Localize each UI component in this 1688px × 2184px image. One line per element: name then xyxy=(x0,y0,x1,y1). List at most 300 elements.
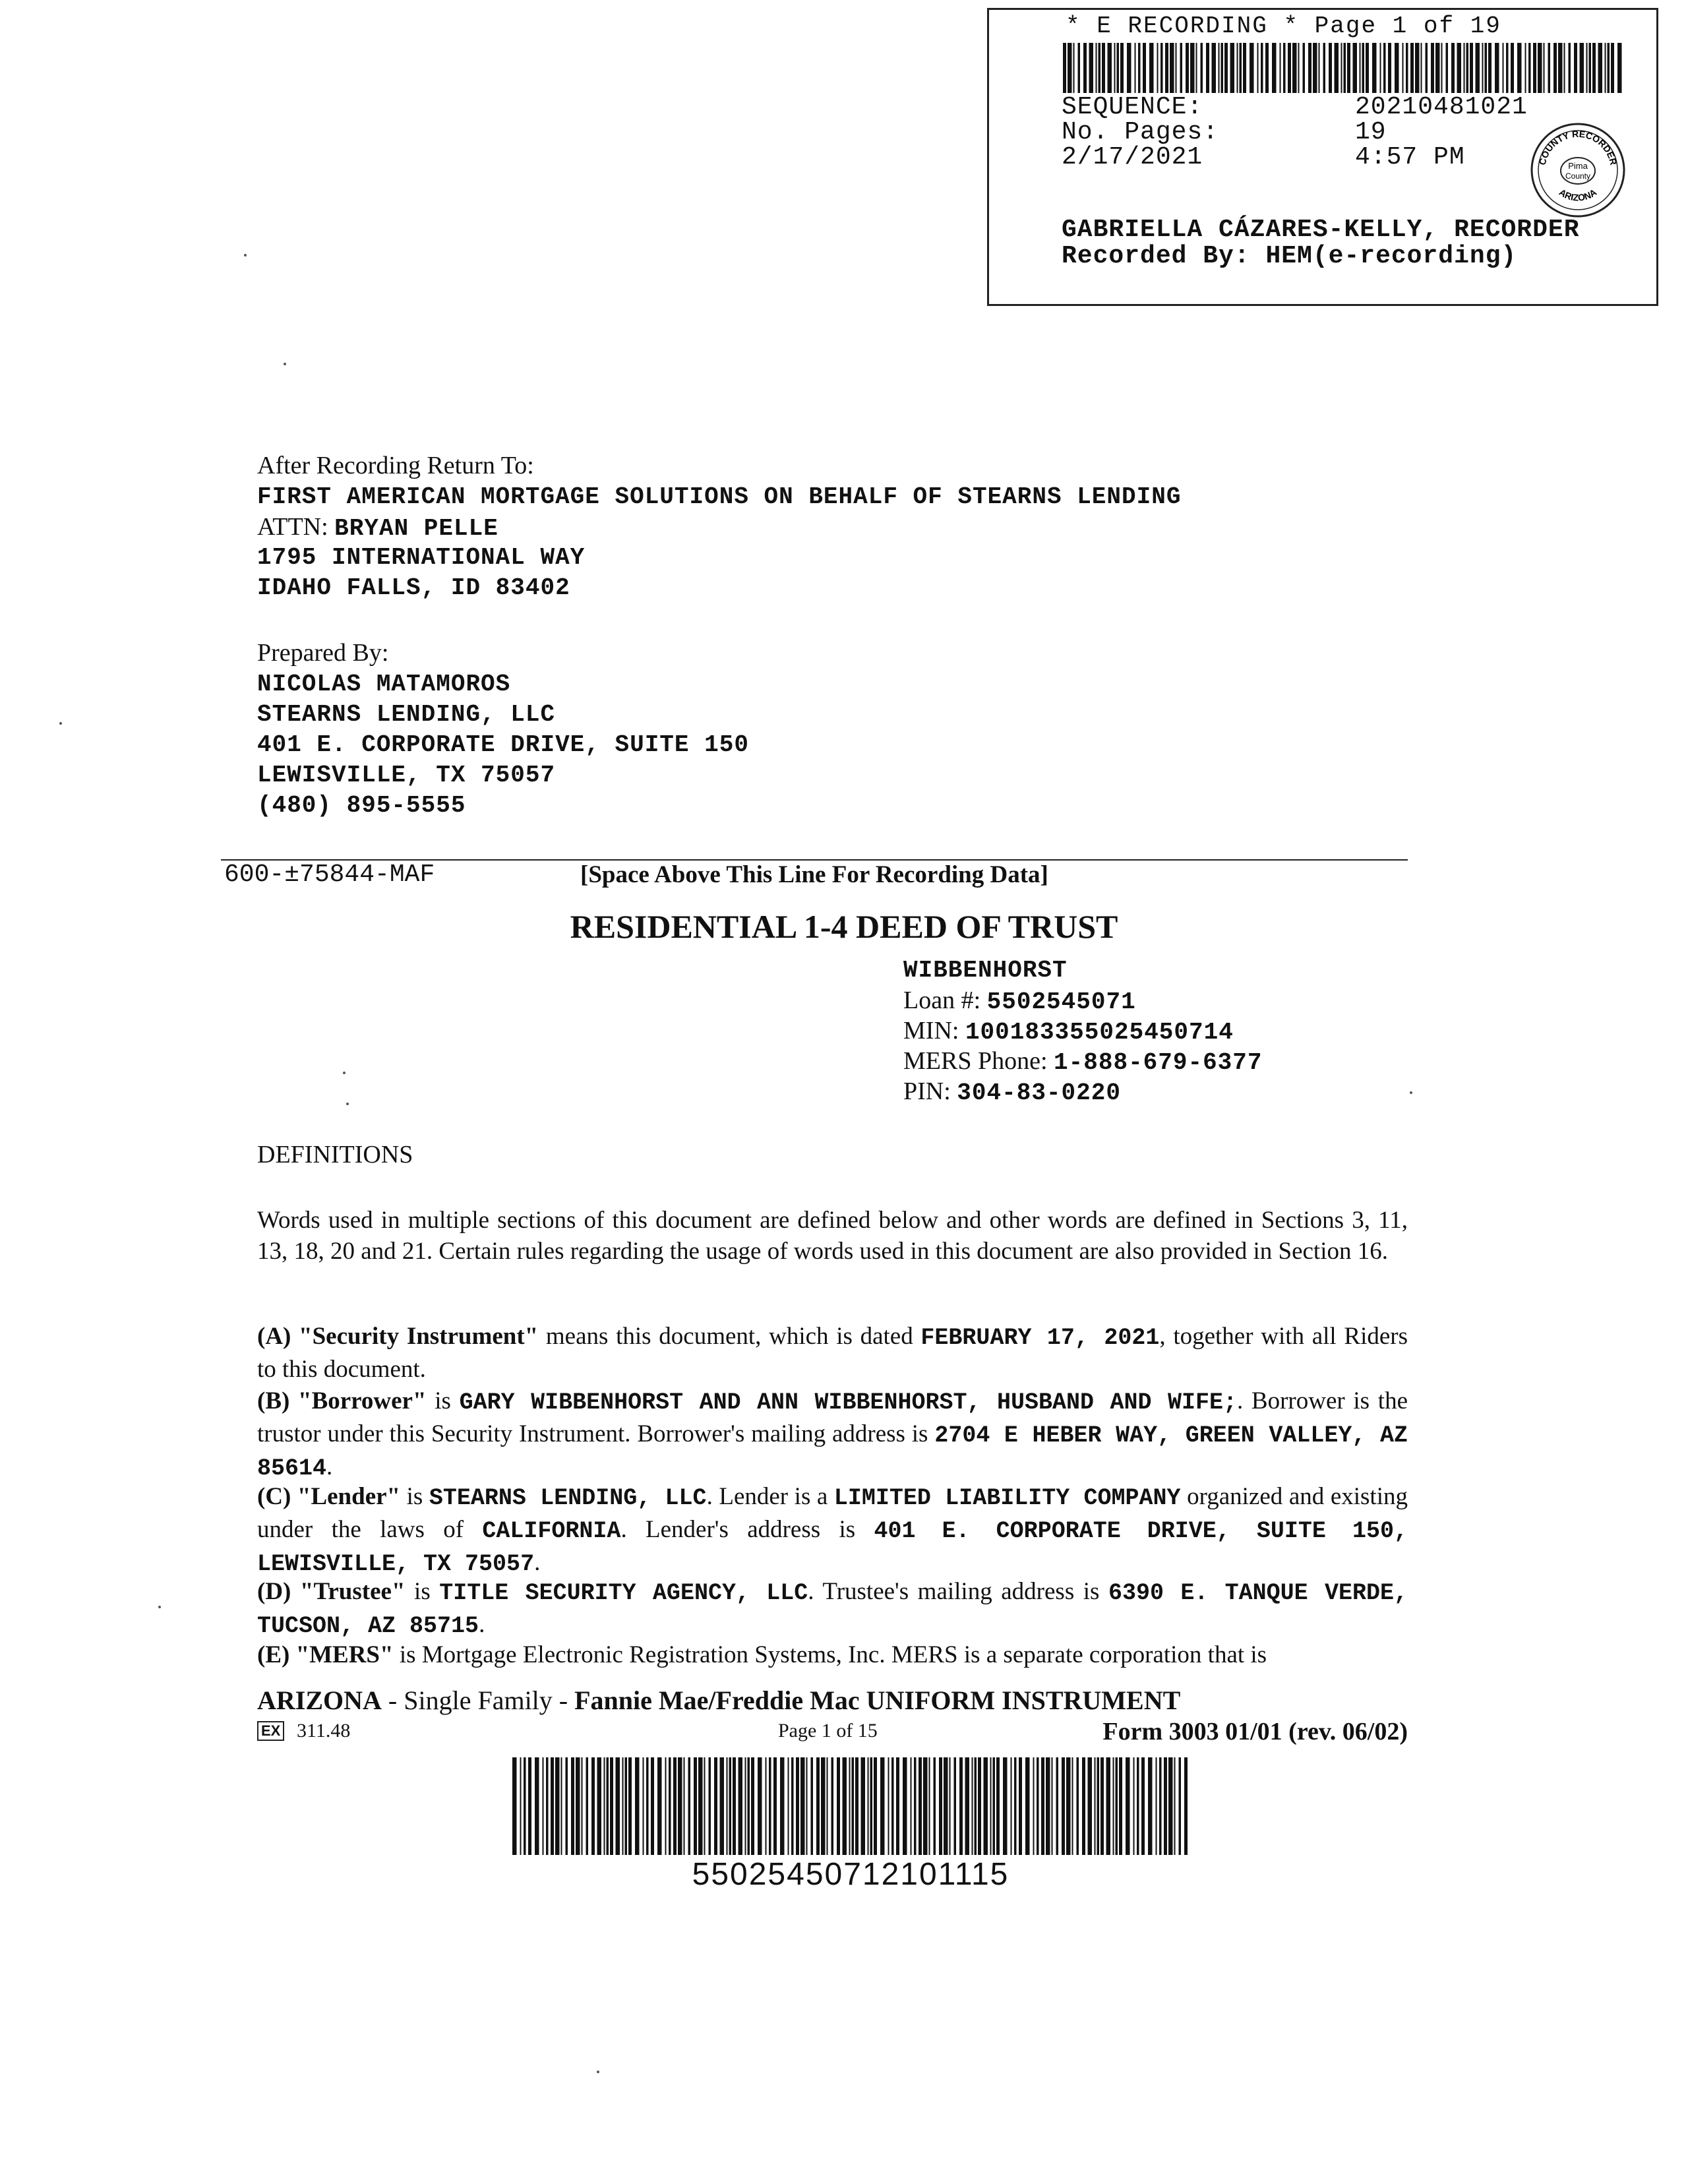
lender-entity-type: LIMITED LIABILITY COMPANY xyxy=(833,1485,1181,1511)
barcode-bar xyxy=(1372,43,1377,93)
recorded-by: Recorded By: HEM(e-recording) xyxy=(1062,242,1517,270)
barcode-bar xyxy=(1580,43,1584,93)
barcode-bar xyxy=(1176,43,1177,93)
barcode-bar xyxy=(625,1757,628,1855)
barcode-bar xyxy=(1341,43,1342,93)
definition-c-text-4: . Lender's address is xyxy=(620,1516,874,1543)
barcode-bar xyxy=(520,1757,522,1855)
barcode-bar xyxy=(990,1757,992,1855)
barcode-bar xyxy=(714,1757,717,1855)
definition-e-term: (E) "MERS" xyxy=(257,1641,394,1668)
barcode-bar xyxy=(1119,1757,1122,1855)
mers-phone-value: 1-888-679-6377 xyxy=(1054,1049,1263,1076)
barcode-bar xyxy=(1113,1757,1114,1855)
sequence-label: SEQUENCE: xyxy=(1062,93,1203,121)
barcode-bar xyxy=(1219,43,1220,93)
barcode-bar xyxy=(1056,1757,1059,1855)
definition-a xyxy=(257,1321,1408,1385)
return-to-label: After Recording Return To: xyxy=(257,452,534,479)
barcode-bar xyxy=(1100,1757,1104,1855)
definition-c xyxy=(257,1481,1408,1580)
barcode-bar xyxy=(1174,1757,1176,1855)
barcode-bar xyxy=(1426,43,1428,93)
definition-e-text-1: is Mortgage Electronic Registration Systems, Inc. MERS is a separate corporation that is xyxy=(393,1641,1267,1668)
definition-d xyxy=(257,1576,1408,1642)
definition-b-term: (B) "Borrower" xyxy=(257,1387,427,1414)
barcode-bar xyxy=(1617,43,1622,93)
barcode-bar xyxy=(665,1757,667,1855)
barcode-bar xyxy=(1470,43,1473,93)
barcode-bar xyxy=(1078,43,1081,93)
barcode-bar xyxy=(576,1757,580,1855)
barcode-bar xyxy=(1083,43,1087,93)
scan-speck xyxy=(284,363,286,365)
barcode-bar xyxy=(1383,43,1386,93)
barcode-bar xyxy=(1240,43,1242,93)
barcode-bar xyxy=(1506,43,1509,93)
barcode-bar xyxy=(1482,43,1484,93)
barcode-bar xyxy=(1265,43,1269,93)
barcode-bar xyxy=(1319,43,1320,93)
barcode-bar xyxy=(796,1757,799,1855)
pin-label: PIN: xyxy=(903,1077,951,1105)
barcode-bar xyxy=(1569,43,1571,93)
loan-barcode xyxy=(511,1757,1190,1855)
barcode-bar xyxy=(1025,1757,1030,1855)
footer-page-number: Page 1 of 15 xyxy=(778,1720,878,1742)
barcode-bar xyxy=(1360,43,1361,93)
barcode-bar xyxy=(1415,43,1420,93)
borrower-names: GARY WIBBENHORST AND ANN WIBBENHORST, HUSBAND AND WIFE; xyxy=(459,1389,1237,1416)
barcode-bar xyxy=(934,1757,936,1855)
barcode-bar xyxy=(1097,1757,1100,1855)
barcode-bar xyxy=(651,1757,654,1855)
min-value: 100183355025450714 xyxy=(965,1019,1234,1046)
barcode-bar xyxy=(643,1757,644,1855)
barcode-bar xyxy=(959,1757,963,1855)
barcode-bar xyxy=(1149,43,1154,93)
barcode-bar xyxy=(861,1757,866,1855)
barcode-bar xyxy=(880,1757,885,1855)
scan-speck xyxy=(1410,1091,1412,1094)
scan-speck xyxy=(597,2071,599,2073)
prepared-by-label: Prepared By: xyxy=(257,639,389,667)
svg-text:Pima: Pima xyxy=(1568,161,1588,171)
barcode-bar xyxy=(745,1757,746,1855)
barcode-bar xyxy=(729,1757,732,1855)
barcode-bar xyxy=(1598,43,1603,93)
barcode-bar xyxy=(1250,43,1254,93)
barcode-bar xyxy=(610,1757,613,1855)
barcode-bar xyxy=(1120,43,1124,93)
barcode-bar xyxy=(1160,43,1163,93)
barcode-bar xyxy=(1446,43,1449,93)
barcode-bar xyxy=(837,1757,840,1855)
barcode-bar xyxy=(1170,43,1174,93)
barcode-bar xyxy=(811,1757,814,1855)
definition-c-term: (C) "Lender" xyxy=(257,1483,401,1510)
barcode-bar xyxy=(780,1757,785,1855)
space-above-line: [Space Above This Line For Recording Data] xyxy=(580,861,1048,888)
scan-speck xyxy=(343,1072,346,1074)
barcode-bar xyxy=(1586,43,1588,93)
recorder-name: GABRIELLA CÁZARES-KELLY, RECORDER xyxy=(1062,216,1580,244)
barcode-bar xyxy=(1126,1757,1130,1855)
barcode-bar xyxy=(1230,43,1235,93)
svg-text:County: County xyxy=(1565,171,1591,181)
return-to-line-4: IDAHO FALLS, ID 83402 xyxy=(257,574,570,601)
barcode-bar xyxy=(1323,43,1326,93)
definition-c-text-1: is xyxy=(400,1483,429,1510)
barcode-bar xyxy=(698,1757,703,1855)
barcode-bar xyxy=(1180,43,1183,93)
barcode-bar xyxy=(1072,1757,1073,1855)
definition-c-text-5: . xyxy=(534,1549,541,1576)
barcode-bar xyxy=(888,1757,889,1855)
barcode-bar xyxy=(1133,1757,1135,1855)
barcode-bar xyxy=(1089,43,1094,93)
barcode-bar xyxy=(1362,43,1365,93)
barcode-bar xyxy=(874,1757,877,1855)
barcode-bar xyxy=(1135,43,1136,93)
barcode-bar xyxy=(1037,1757,1039,1855)
barcode-bar xyxy=(1538,43,1542,93)
mers-phone xyxy=(903,1046,1263,1078)
barcode-bar xyxy=(984,1757,988,1855)
barcode-bar xyxy=(1495,43,1499,93)
barcode-bar xyxy=(646,1757,649,1855)
barcode-bar xyxy=(1257,43,1259,93)
barcode-bar xyxy=(1137,1757,1139,1855)
barcode-bar xyxy=(571,1757,574,1855)
barcode-bar xyxy=(1127,43,1131,93)
barcode-bar xyxy=(965,1757,970,1855)
definition-c-text-3: organized and existing under the laws of xyxy=(257,1483,1408,1543)
barcode-bar xyxy=(1237,43,1238,93)
barcode-bar xyxy=(855,1757,859,1855)
barcode-bar xyxy=(1062,1757,1065,1855)
barcode-bar xyxy=(1224,43,1228,93)
barcode-bar xyxy=(512,1757,517,1855)
barcode-bar xyxy=(738,1757,743,1855)
document-title: RESIDENTIAL 1-4 DEED OF TRUST xyxy=(570,908,1118,945)
barcode-bar xyxy=(604,1757,605,1855)
barcode-bar xyxy=(1184,1757,1188,1855)
barcode-bar xyxy=(1003,1757,1008,1855)
barcode-bar xyxy=(766,1757,767,1855)
barcode-bar xyxy=(1283,43,1286,93)
barcode-bar xyxy=(1206,43,1209,93)
barcode-bar xyxy=(607,1757,609,1855)
barcode-bar xyxy=(954,1757,957,1855)
scan-speck xyxy=(158,1606,161,1608)
barcode-bar xyxy=(546,1757,549,1855)
barcode-bar xyxy=(993,1757,996,1855)
barcode-bar xyxy=(929,1757,930,1855)
barcode-bar xyxy=(1082,1757,1085,1855)
barcode-bar xyxy=(1329,43,1332,93)
sequence-value: 20210481021 xyxy=(1355,93,1528,121)
barcode-bar xyxy=(1421,43,1422,93)
footer-form-name: Fannie Mae/Freddie Mac UNIFORM INSTRUMENT xyxy=(574,1685,1181,1715)
barcode-bar xyxy=(1611,43,1614,93)
barcode-bar xyxy=(1525,43,1526,93)
barcode-bar xyxy=(1589,43,1592,93)
loan-number-value: 5502545071 xyxy=(986,988,1136,1016)
definitions-intro: Words used in multiple sections of this document are defined below and other words are defined in Sections 3, 11, 13, 18, 20 and 21. Certain rules regarding the usage of words used in this document are also provided in Section 16. xyxy=(257,1207,1408,1265)
barcode-bar xyxy=(1395,43,1399,93)
barcode-bar xyxy=(1041,1757,1044,1855)
barcode-bar xyxy=(1488,43,1492,93)
barcode-bar xyxy=(709,1757,711,1855)
barcode-bar xyxy=(704,1757,706,1855)
barcode-bar xyxy=(1533,43,1536,93)
file-number: 600-±75844-MAF xyxy=(224,861,435,889)
barcode-bar xyxy=(1574,43,1577,93)
barcode-bar xyxy=(1406,43,1408,93)
lender-address: 401 E. CORPORATE DRIVE, SUITE 150, LEWISVILLE, TX 75057 xyxy=(257,1518,1408,1577)
min-number xyxy=(903,1016,1234,1048)
barcode-bar xyxy=(688,1757,691,1855)
barcode-bar xyxy=(849,1757,851,1855)
pin-number xyxy=(903,1076,1121,1108)
barcode-bar xyxy=(678,1757,682,1855)
lender-name: STEARNS LENDING, LLC xyxy=(429,1485,707,1511)
barcode-bar xyxy=(868,1757,869,1855)
barcode-bar xyxy=(751,1757,754,1855)
barcode-bar xyxy=(1548,43,1551,93)
barcode-bar xyxy=(1435,43,1440,93)
barcode-bar xyxy=(1088,1757,1093,1855)
barcode-bar xyxy=(1344,43,1346,93)
barcode-bar xyxy=(635,1757,640,1855)
definition-a-text-1: means this document, which is dated xyxy=(538,1323,921,1350)
prepared-by-line-1: NICOLAS MATAMOROS xyxy=(257,671,511,698)
footer-form-number: Form 3003 01/01 (rev. 06/02) xyxy=(1102,1718,1408,1745)
barcode-bar xyxy=(1096,43,1097,93)
definition-d-text-2: . Trustee's mailing address is xyxy=(808,1578,1109,1605)
definition-b-text-3: . xyxy=(326,1453,333,1480)
barcode-bar xyxy=(1243,43,1246,93)
barcode-bar xyxy=(1388,43,1391,93)
barcode-bar xyxy=(1011,1757,1012,1855)
barcode-bar xyxy=(1288,43,1291,93)
barcode-bar xyxy=(1457,43,1462,93)
barcode-bar xyxy=(911,1757,912,1855)
barcode-bar xyxy=(622,1757,624,1855)
barcode-bar xyxy=(1212,43,1217,93)
barcode-bar xyxy=(1201,43,1203,93)
barcode-bar xyxy=(1052,1757,1053,1855)
barcode-bar xyxy=(1117,43,1120,93)
barcode-bar xyxy=(1108,43,1112,93)
barcode-bar xyxy=(528,1757,531,1855)
barcode-bar xyxy=(870,1757,873,1855)
definition-b-text-2: . Borrower is the trustor under this Security Instrument. Borrower's mailing address is xyxy=(257,1387,1408,1447)
barcode-bar xyxy=(1558,43,1563,93)
barcode-bar xyxy=(684,1757,685,1855)
barcode-bar xyxy=(1605,43,1606,93)
definition-d-text-3: . xyxy=(479,1611,485,1638)
barcode-bar xyxy=(1148,1757,1153,1855)
barcode-bar xyxy=(1553,43,1557,93)
trustee-name: TITLE SECURITY AGENCY, LLC xyxy=(439,1580,808,1606)
barcode-bar xyxy=(1464,43,1465,93)
scan-speck xyxy=(244,254,247,257)
footer-code: 311.48 xyxy=(297,1720,351,1742)
barcode-bar xyxy=(1347,43,1350,93)
barcode-bar xyxy=(773,1757,777,1855)
barcode-bar xyxy=(1272,43,1277,93)
barcode-bar xyxy=(1503,43,1504,93)
borrower-address: 2704 E HEBER WAY, GREEN VALLEY, AZ 85614 xyxy=(257,1422,1408,1482)
barcode-bar xyxy=(582,1757,583,1855)
barcode-bar xyxy=(1261,43,1263,93)
definition-a-text-2: , together with all Riders to this document. xyxy=(257,1323,1408,1383)
min-label: MIN: xyxy=(903,1017,959,1045)
barcode-bar xyxy=(950,1757,951,1855)
barcode-bar xyxy=(720,1757,725,1855)
barcode-bar xyxy=(978,1757,981,1855)
barcode-bar xyxy=(535,1757,539,1855)
barcode-bar xyxy=(1592,43,1596,93)
barcode-bar xyxy=(1292,43,1297,93)
barcode-bar xyxy=(944,1757,948,1855)
barcode-bar xyxy=(975,1757,977,1855)
barcode-bar xyxy=(1179,1757,1182,1855)
trustee-address-1: 6390 E. TANQUE xyxy=(1108,1580,1308,1606)
barcode-bar xyxy=(1099,43,1101,93)
barcode-bar xyxy=(1190,43,1195,93)
barcode-bar xyxy=(769,1757,771,1855)
svg-text:COUNTY RECORDER: COUNTY RECORDER xyxy=(1536,128,1619,166)
barcode-bar xyxy=(591,1757,595,1855)
barcode-bar xyxy=(669,1757,671,1855)
barcode-bar xyxy=(1544,43,1545,93)
definition-a-term: (A) "Security Instrument" xyxy=(257,1323,539,1350)
barcode-bar xyxy=(996,1757,1000,1855)
barcode-bar xyxy=(1564,43,1565,93)
return-to-attn xyxy=(257,512,498,544)
recorded-time: 4:57 PM xyxy=(1355,143,1465,171)
barcode-bar xyxy=(597,1757,602,1855)
definition-b xyxy=(257,1385,1408,1484)
barcode-bar xyxy=(1313,43,1317,93)
footer-state: ARIZONA xyxy=(257,1685,382,1715)
return-to-line-1: FIRST AMERICAN MORTGAGE SOLUTIONS ON BEHALF OF STEARNS LENDING xyxy=(257,483,1182,510)
mers-phone-label: MERS Phone: xyxy=(903,1047,1048,1075)
barcode-bar xyxy=(821,1757,826,1855)
definition-b-text-1: is xyxy=(426,1387,460,1414)
attn-label: ATTN: xyxy=(257,513,328,541)
barcode-bar xyxy=(1141,1757,1145,1855)
barcode-bar xyxy=(1073,43,1075,93)
barcode-bar xyxy=(1116,1757,1118,1855)
loan-number xyxy=(903,985,1136,1017)
barcode-bar xyxy=(1168,1757,1173,1855)
barcode-bar xyxy=(1303,43,1306,93)
barcode-bar xyxy=(561,1757,562,1855)
barcode-bar xyxy=(831,1757,834,1855)
barcode-bar xyxy=(852,1757,855,1855)
barcode-bar xyxy=(628,1757,632,1855)
definition-d-term: (D) "Trustee" xyxy=(257,1578,406,1605)
barcode-bar xyxy=(1186,43,1189,93)
barcode-bar xyxy=(657,1757,662,1855)
pages-label: No. Pages: xyxy=(1062,118,1219,146)
barcode-bar xyxy=(1019,1757,1022,1855)
barcode-bar xyxy=(1138,43,1141,93)
barcode-bar xyxy=(727,1757,728,1855)
barcode-bar xyxy=(586,1757,589,1855)
trustee-address-2: VERDE, TUCSON, AZ 85715 xyxy=(257,1580,1408,1639)
barcode-bar xyxy=(923,1757,928,1855)
barcode-bar xyxy=(816,1757,820,1855)
barcode-bar xyxy=(788,1757,789,1855)
pages-value: 19 xyxy=(1355,118,1387,146)
barcode-bar xyxy=(1196,43,1197,93)
scan-speck xyxy=(346,1103,349,1105)
barcode-bar xyxy=(1046,1757,1050,1855)
scan-speck xyxy=(59,722,62,725)
barcode-bar xyxy=(1476,43,1480,93)
return-to-line-3: 1795 INTERNATIONAL WAY xyxy=(257,544,586,571)
barcode-bar xyxy=(1466,43,1469,93)
barcode-bar xyxy=(551,1757,554,1855)
barcode-bar xyxy=(543,1757,544,1855)
barcode-bar xyxy=(1308,43,1311,93)
barcode-bar xyxy=(1066,1757,1071,1855)
barcode-bar xyxy=(1517,43,1522,93)
barcode-bar xyxy=(524,1757,526,1855)
barcode-bar xyxy=(1441,43,1443,93)
barcode-bar xyxy=(1114,43,1116,93)
borrower-short-name: WIBBENHORST xyxy=(903,957,1068,984)
stamp-header: * E RECORDING * Page 1 of 19 xyxy=(1066,13,1501,40)
prepared-by-line-2: STEARNS LENDING, LLC xyxy=(257,701,556,728)
barcode-bar xyxy=(1511,43,1514,93)
barcode-bar xyxy=(972,1757,973,1855)
barcode-bar xyxy=(733,1757,736,1855)
definition-e xyxy=(257,1639,1408,1670)
recorded-date: 2/17/2021 xyxy=(1062,143,1203,171)
barcode-bar xyxy=(1068,43,1072,93)
prepared-by-line-4: LEWISVILLE, TX 75057 xyxy=(257,762,556,789)
svg-text:ARIZONA: ARIZONA xyxy=(1557,187,1599,203)
barcode-bar xyxy=(1380,43,1381,93)
barcode-bar xyxy=(566,1757,568,1855)
barcode-bar xyxy=(748,1757,750,1855)
barcode-bar xyxy=(1298,43,1300,93)
barcode-bar xyxy=(1608,43,1610,93)
barcode-bar xyxy=(1485,43,1488,93)
footer-form-title xyxy=(257,1685,1180,1716)
attn-name: BRYAN PELLE xyxy=(334,515,498,542)
barcode-bar xyxy=(1366,43,1369,93)
barcode-bar xyxy=(1063,43,1066,93)
barcode-bar xyxy=(1431,43,1434,93)
barcode-bar xyxy=(1335,43,1339,93)
barcode-bar xyxy=(1033,1757,1035,1855)
stamp-barcode xyxy=(1062,43,1622,93)
barcode-bar xyxy=(1221,43,1224,93)
barcode-bar xyxy=(919,1757,922,1855)
security-instrument-date: FEBRUARY 17, 2021 xyxy=(920,1325,1160,1351)
loan-barcode-number: 55025450712101115 xyxy=(692,1857,1010,1892)
barcode-bar xyxy=(914,1757,917,1855)
barcode-bar xyxy=(1095,1757,1096,1855)
prepared-by-line-5: (480) 895-5555 xyxy=(257,792,466,819)
